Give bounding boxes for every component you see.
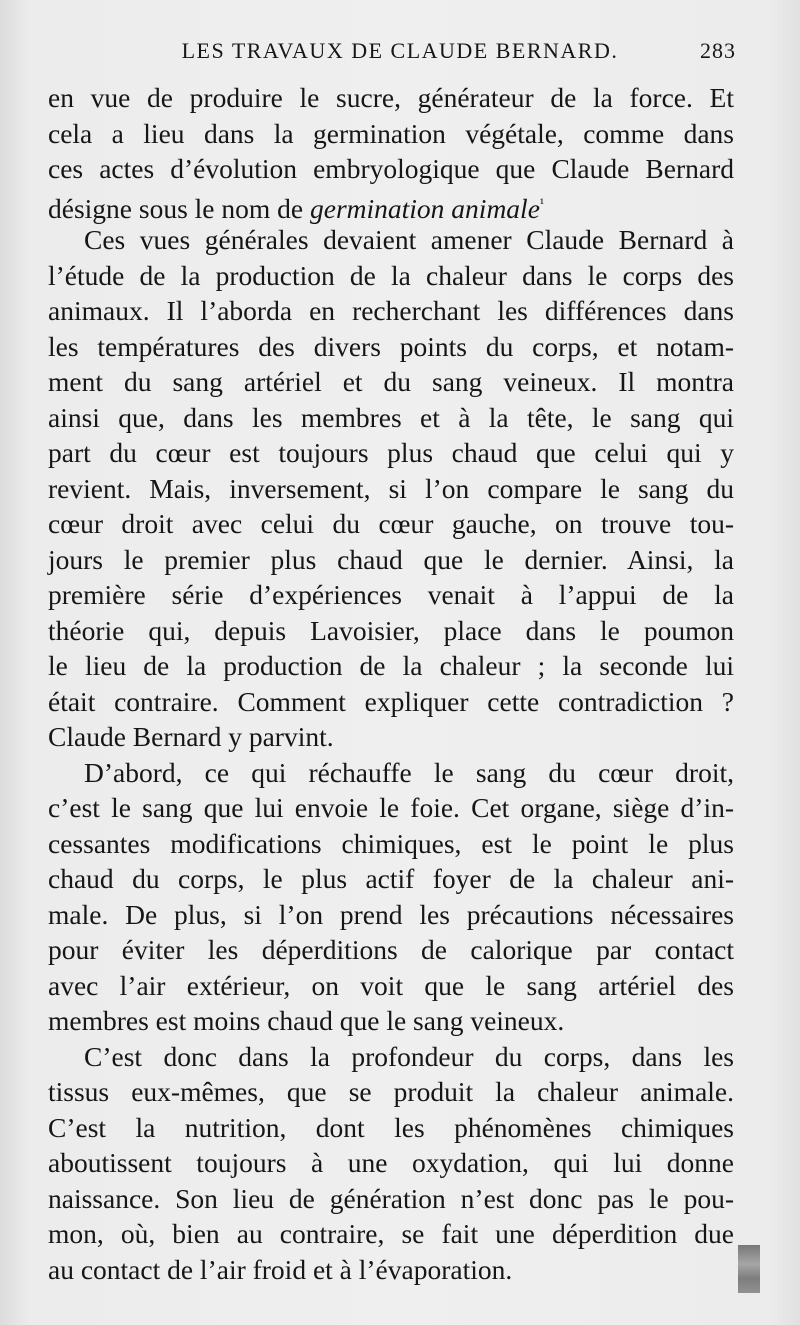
text-line: aboutissent toujours à une oxydation, qui lui donne [48, 1147, 734, 1178]
text-line: cessantes modifications chimiques, est le point le plus [48, 827, 734, 859]
text-line: les températures des divers points du corps, et notam- [48, 330, 734, 362]
text-line: ment du sang artériel et du sang veineux. Il montra [48, 366, 734, 397]
text-line: au contact de l’air froid et à l’évaporation. [48, 1253, 513, 1285]
text-line: chaud du corps, le plus actif foyer de la chaleur ani- [48, 863, 734, 894]
margin-ink-mark [738, 1245, 760, 1293]
text-line: membres est moins chaud que le sang veineux. [48, 1005, 565, 1036]
footnote-marker: ¹ [539, 196, 545, 212]
text-line: cœur droit avec celui du cœur gauche, on trouve tou- [48, 508, 734, 539]
text-line: ces actes d’évolution embryologique que Claude Bernard [48, 153, 734, 184]
page-number: 283 [700, 38, 736, 63]
text-line: tissus eux-mêmes, que se produit la chaleur animale. [48, 1076, 734, 1107]
text-line: théorie qui, depuis Lavoisier, place dans le poumon [48, 614, 734, 646]
text-line: part du cœur est toujours plus chaud que celui qui y [48, 437, 734, 468]
text-line: Claude Bernard y parvint. [48, 721, 334, 752]
text-line: ainsi que, dans les membres et à la tête, le sang qui [48, 401, 734, 433]
text-line: C’est la nutrition, dont les phénomènes chimiques [48, 1111, 734, 1143]
text-line: naissance. Son lieu de génération n’est donc pas le pou- [48, 1182, 734, 1214]
page-header [0, 38, 800, 68]
text-line: male. De plus, si l’on prend les précautions nécessaires [48, 898, 734, 930]
text-line: Ces vues générales devaient amener Claude Bernard à [84, 224, 734, 255]
text-line: mon, où, bien au contraire, se fait une déperdition due [48, 1218, 734, 1249]
text-line: c’est le sang que lui envoie le foie. Cet organe, siège d’in- [48, 792, 734, 823]
text-line: cela a lieu dans la germination végétale, comme dans [48, 117, 734, 149]
text-line: l’étude de la production de la chaleur dans le corps des [48, 259, 734, 291]
text-line-part: désigne sous le nom de [48, 192, 310, 224]
text-line: animaux. Il l’aborda en recherchant les différences dans [48, 295, 734, 326]
text-line: en vue de produire le sucre, générateur de la force. Et [48, 82, 734, 113]
italic-phrase: germination animale [309, 192, 540, 224]
text-line: le lieu de la production de la chaleur ; la seconde lui [48, 650, 734, 681]
text-line: C’est donc dans la profondeur du corps, dans les [84, 1040, 734, 1072]
running-title: LES TRAVAUX DE CLAUDE BERNARD. [181, 38, 619, 63]
text-line: D’abord, ce qui réchauffe le sang du cœur droit, [84, 756, 734, 788]
text-line [48, 187, 734, 223]
text-line: revient. Mais, inversement, si l’on compare le sang du [48, 472, 734, 504]
text-line: avec l’air extérieur, on voit que le sang artériel des [48, 969, 734, 1001]
text-line: était contraire. Comment expliquer cette contradiction ? [48, 685, 734, 717]
text-line: jours le premier plus chaud que le dernier. Ainsi, la [48, 543, 734, 575]
text-line: pour éviter les déperditions de calorique par contact [48, 934, 734, 965]
text-line: première série d’expériences venait à l’appui de la [48, 579, 734, 610]
body-text [48, 80, 734, 1287]
